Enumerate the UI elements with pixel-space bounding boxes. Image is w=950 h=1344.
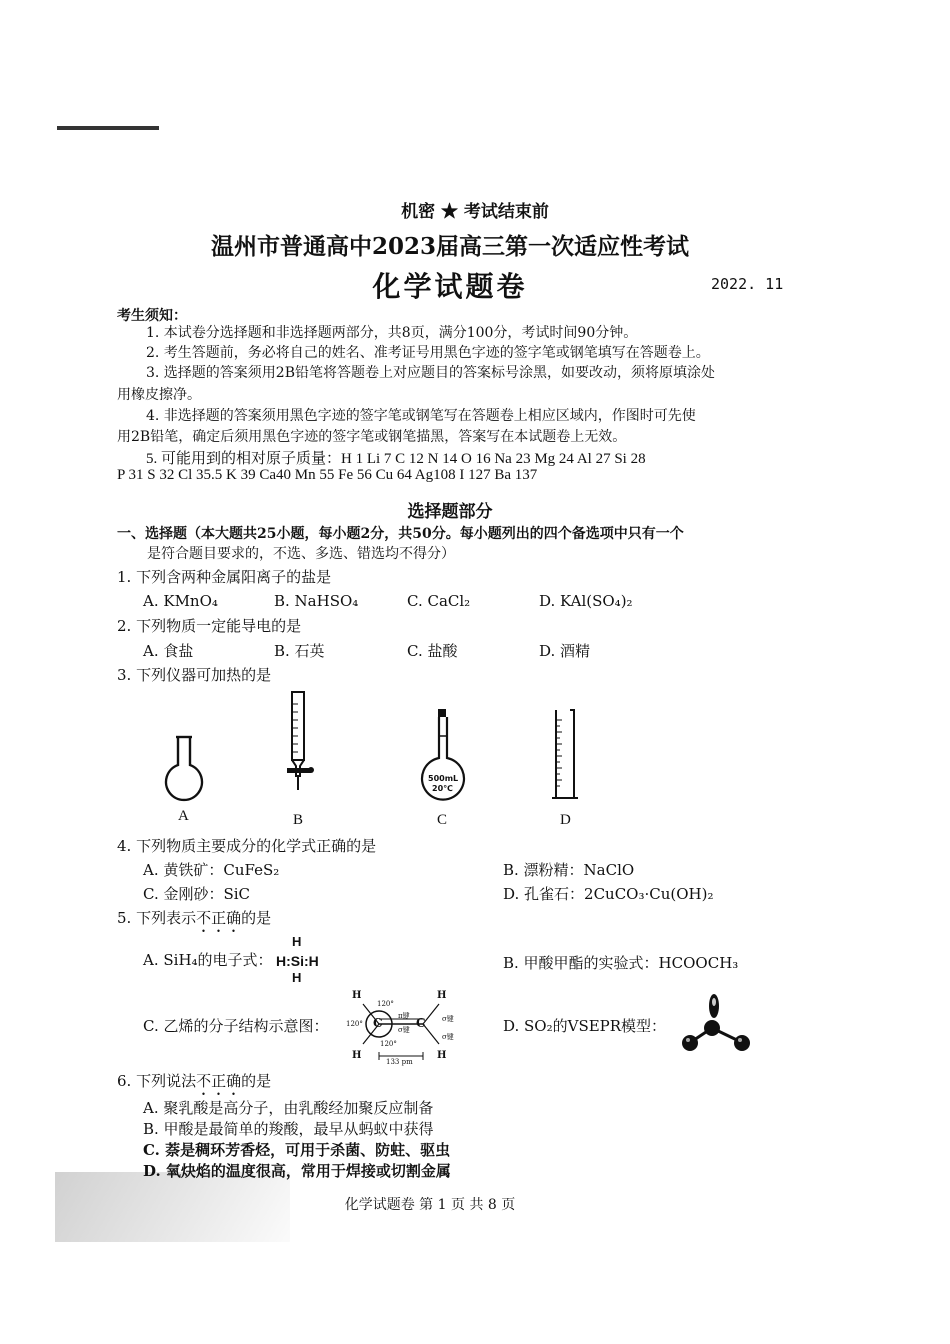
section-title: 选择题部分 [407,502,493,522]
question-2-option-b: B. 石英 [274,642,325,660]
apparatus-label-a: A [178,808,189,824]
question-5-stem [117,907,271,936]
ethylene-angle-bottom: 120° [380,1040,397,1048]
exam-title: 温州市普通高中2023届高三第一次适应性考试 [210,233,689,260]
electron-dot-h-top: H [292,934,302,949]
question-1-option-c: C. CaCl₂ [407,592,471,610]
question-4-option-a: A. 黄铁矿：CuFeS₂ [143,861,280,879]
section-instructions-line-2: 是符合题目要求的，不选、多选、错选均不得分） [147,546,455,562]
volumetric-flask-capacity: 500mL [428,774,459,783]
ethylene-carbon-right: C [416,1016,426,1030]
ethylene-h-top-right: H [437,990,447,1001]
question-5-option-d: D. SO₂的VSEPR模型： [503,1017,667,1035]
ethylene-sigma-bond-label: σ键 [398,1026,410,1034]
question-6-stem-suffix: 的是 [241,1072,272,1090]
question-1-option-b: B. NaHSO₄ [274,592,359,610]
question-4-option-c: C. 金刚砂：SiC [143,885,251,903]
ethylene-bond-length: 133 pm [386,1058,413,1066]
apparatus-label-c: C [437,812,448,828]
apparatus-label-d: D [560,812,571,828]
ethylene-h-bottom-left: H [352,1050,362,1061]
round-bottom-flask-image [160,735,208,815]
notice-item: 3. 选择题的答案须用2B铅笔将答题卷上对应题目的答案标号涂黑，如要改动，须将原填涂处 [146,365,716,381]
question-2-option-d: D. 酒精 [539,642,591,660]
ethylene-h-bottom-right: H [437,1050,447,1061]
volumetric-flask-temperature: 20℃ [432,784,453,793]
question-6-option-c: C. 萘是稠环芳香烃，可用于杀菌、防蛀、驱虫 [143,1141,451,1159]
ethylene-angle-left: 120° [346,1020,363,1028]
ethylene-pi-bond-label: π键 [398,1012,410,1020]
question-2-option-c: C. 盐酸 [407,642,458,660]
page-footer: 化学试题卷 第 1 页 共 8 页 [344,1197,516,1213]
atomic-mass-line-2: P 31 S 32 Cl 35.5 K 39 Ca40 Mn 55 Fe 56 Cu 64 Ag108 I 127 Ba 137 [117,467,538,483]
electron-dot-h-bottom: H [292,970,302,985]
question-4-option-d: D. 孔雀石：2CuCO₃·Cu(OH)₂ [503,885,714,903]
ethylene-ch-sigma-bottom: σ键 [442,1033,454,1041]
apparatus-label-b: B [293,812,304,828]
notice-heading: 考生须知： [117,308,187,324]
atomic-mass-line-1: 5. 可能用到的相对原子质量：H 1 Li 7 C 12 N 14 O 16 Na 23 Mg 24 Al 27 Si 28 [146,451,646,467]
ethylene-carbon-left: C [373,1016,383,1030]
confidential-label: 机密 ★ 考试结束前 [401,202,549,222]
burette-image [283,690,319,810]
question-5-stem-suffix: 的是 [241,909,272,927]
volumetric-flask-image [421,708,465,808]
question-6-option-d: D. 氧炔焰的温度很高，常用于焊接或切割金属 [143,1162,451,1180]
notice-item: 2. 考生答题前，务必将自己的姓名、准考证号用黑色字迹的签字笔或钢笔填写在答题卷上。 [146,345,710,361]
ethylene-ch-sigma-top: σ键 [442,1015,454,1023]
graduated-cylinder-image [548,708,578,802]
question-5-stem-prefix: 5. 下列表示 [117,909,197,927]
question-1-stem: 1. 下列含两种金属阳离子的盐是 [117,568,332,586]
question-2-stem: 2. 下列物质一定能导电的是 [117,617,302,635]
question-5-option-b: B. 甲酸甲酯的实验式：HCOOCH₃ [503,954,739,972]
notice-item: 1. 本试卷分选择题和非选择题两部分，共8页，满分100分，考试时间90分钟。 [146,325,638,341]
ethylene-angle-top: 120° [377,1000,394,1008]
notice-item: 用2B铅笔，确定后须用黑色字迹的签字笔或钢笔描黑，答案写在本试题卷上无效。 [117,429,627,445]
question-6-option-b: B. 甲酸是最简单的羧酸，最早从蚂蚁中获得 [143,1120,434,1138]
notice-item: 用橡皮擦净。 [117,387,201,403]
electron-dot-middle: H:Si:H [276,953,319,969]
ethylene-h-top-left: H [352,990,362,1001]
question-6-stem-emphasis: 不正确 [196,1072,242,1090]
exam-date: 2022. 11 [711,275,784,293]
question-4-stem: 4. 下列物质主要成分的化学式正确的是 [117,837,377,855]
question-1-option-a: A. KMnO₄ [143,592,218,610]
question-3-stem: 3. 下列仪器可加热的是 [117,666,272,684]
scan-artifact-line [57,126,159,130]
question-1-option-d: D. KAl(SO₄)₂ [539,592,633,610]
question-6-option-a: A. 聚乳酸是高分子，由乳酸经加聚反应制备 [143,1099,434,1117]
question-5-stem-emphasis: 不正确 [196,909,242,927]
question-2-option-a: A. 食盐 [143,642,194,660]
question-6-stem [117,1070,271,1099]
notice-item: 4. 非选择题的答案须用黑色字迹的签字笔或钢笔写在答题卷上相应区域内，作图时可先使 [146,408,696,424]
exam-subtitle: 化学试题卷 [372,270,528,303]
so2-vsepr-model-image [678,992,753,1054]
question-4-option-b: B. 漂粉精：NaClO [503,861,635,879]
question-5-option-a: A. SiH₄的电子式： [143,951,273,969]
question-6-stem-prefix: 6. 下列说法 [117,1072,197,1090]
question-5-option-c: C. 乙烯的分子结构示意图： [143,1017,329,1035]
section-instructions-line-1: 一、选择题（本大题共25小题，每小题2分，共50分。每小题列出的四个备选项中只有一个 [117,526,684,542]
